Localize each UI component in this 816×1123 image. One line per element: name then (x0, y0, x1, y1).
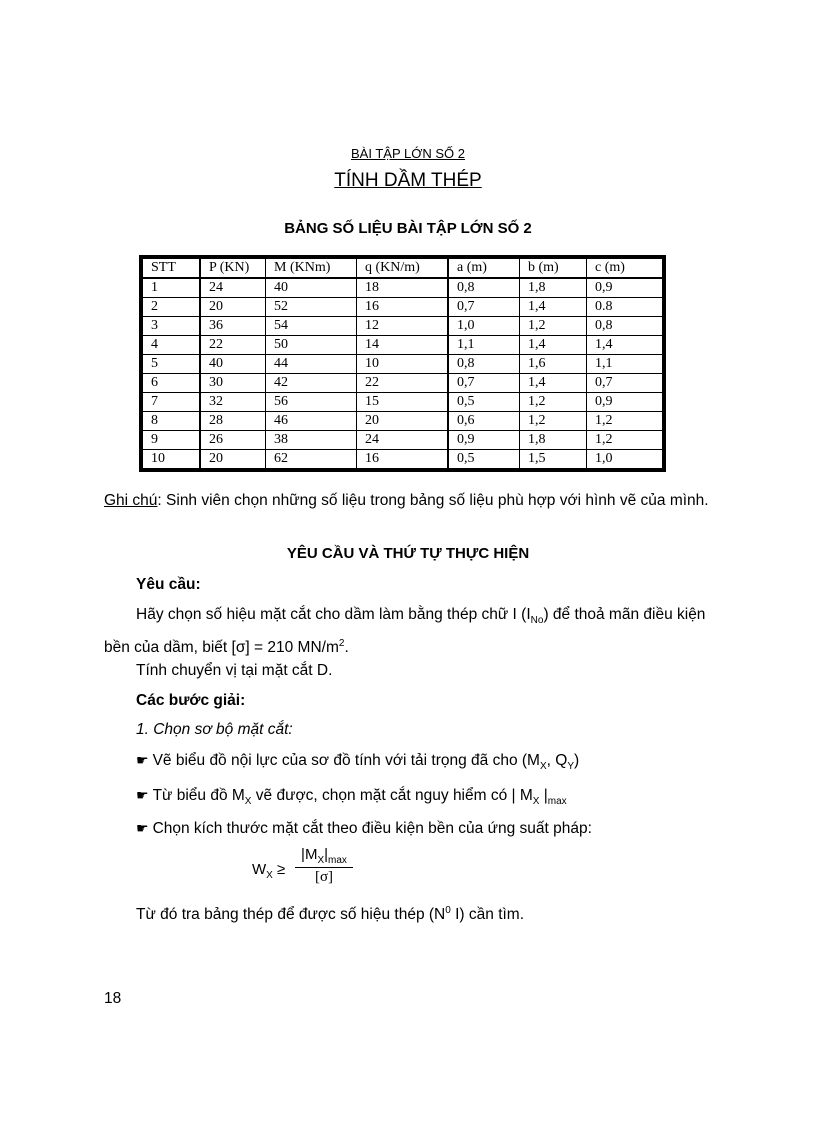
subscript: Y (567, 761, 574, 773)
table-cell: 2 (143, 298, 201, 317)
table-cell: 1,1 (448, 336, 520, 355)
requirements-heading: YÊU CẦU VÀ THỨ TỰ THỰC HIỆN (286, 545, 530, 562)
text-segment: | (539, 787, 548, 804)
table-row (143, 431, 663, 450)
table-row (143, 278, 663, 298)
table-header-row (143, 259, 663, 279)
text-segment: Hãy chọn số hiệu mặt cắt cho dầm làm bằng thép chữ I (I (136, 606, 531, 623)
table-cell: 26 (200, 431, 266, 450)
table-cell: 44 (266, 355, 357, 374)
pointing-hand-icon: ☛ (136, 787, 149, 803)
text-segment: ) để thoả mãn điều kiện bền của dầm, biết [σ] = 210 MN/m (104, 606, 706, 657)
table-cell: 1,2 (587, 431, 663, 450)
table-cell: 1,5 (520, 450, 587, 469)
text-segment: | (324, 846, 329, 863)
table-cell: 32 (200, 393, 266, 412)
table-cell: 1 (143, 278, 201, 298)
requirement-paragraph-1 (104, 603, 716, 659)
table-cell: 20 (200, 298, 266, 317)
table-cell: 1,6 (520, 355, 587, 374)
formula-denominator: [σ] (314, 869, 334, 885)
table-row (143, 393, 663, 412)
table-row (143, 450, 663, 469)
table-row (143, 412, 663, 431)
table-cell: 1,4 (587, 336, 663, 355)
subscript: No (530, 615, 544, 627)
table-cell: 7 (143, 393, 201, 412)
bullet-item-3 (136, 818, 592, 839)
table-cell: 0,8 (448, 278, 520, 298)
col-header: STT (143, 259, 201, 279)
subscript: X (532, 796, 540, 808)
col-header: q (KN/m) (357, 259, 449, 279)
bullet-item-1 (136, 750, 579, 777)
table-cell: 0,7 (448, 298, 520, 317)
table-cell: 1,8 (520, 431, 587, 450)
table-cell: 1,2 (520, 393, 587, 412)
table-cell: 14 (357, 336, 449, 355)
table-cell: 56 (266, 393, 357, 412)
steps-label: Các bước giải: (136, 692, 246, 709)
page-number: 18 (104, 990, 122, 1007)
table-cell: 1,2 (520, 412, 587, 431)
col-header: b (m) (520, 259, 587, 279)
table-cell: 0,5 (448, 450, 520, 469)
formula-fraction (295, 846, 353, 886)
table-row (143, 374, 663, 393)
table-cell: 62 (266, 450, 357, 469)
table-cell: 6 (143, 374, 201, 393)
table-title: BẢNG SỐ LIỆU BÀI TẬP LỚN SỐ 2 (284, 220, 532, 237)
data-table (139, 255, 666, 472)
table-cell: 9 (143, 431, 201, 450)
note-paragraph (104, 490, 716, 511)
table-cell: 1,4 (520, 374, 587, 393)
table-cell: 24 (200, 278, 266, 298)
table-cell: 22 (357, 374, 449, 393)
text-segment: ) (574, 752, 580, 769)
table-cell: 28 (200, 412, 266, 431)
subscript: X (317, 855, 325, 866)
table-cell: 0,9 (448, 431, 520, 450)
requirement-paragraph-2: Tính chuyển vị tại mặt cắt D. (136, 662, 333, 679)
text-segment: W (252, 861, 267, 878)
text-segment: , Q (546, 752, 568, 769)
table-cell: 15 (357, 393, 449, 412)
final-paragraph (136, 900, 524, 925)
table-cell: 5 (143, 355, 201, 374)
table-cell: 0,9 (587, 278, 663, 298)
table-cell: 30 (200, 374, 266, 393)
table-cell: 0,5 (448, 393, 520, 412)
table-cell: 0,8 (448, 355, 520, 374)
table-cell: 20 (357, 412, 449, 431)
table-cell: 24 (357, 431, 449, 450)
table-cell: 10 (357, 355, 449, 374)
table-cell: 40 (266, 278, 357, 298)
text-segment: Từ đó tra bảng thép để được số hiệu thép (N (136, 906, 446, 924)
table-cell: 12 (357, 317, 449, 336)
assignment-subtitle: BÀI TẬP LỚN SỐ 2 (351, 146, 465, 161)
note-label: Ghi chú (104, 492, 158, 509)
page-title: TÍNH DẦM THÉP (334, 170, 482, 191)
table-cell: 8 (143, 412, 201, 431)
table-cell: 38 (266, 431, 357, 450)
table-cell: 22 (200, 336, 266, 355)
table-cell: 0,7 (587, 374, 663, 393)
table-row (143, 317, 663, 336)
table-cell: 0,6 (448, 412, 520, 431)
table-cell: 0.8 (587, 298, 663, 317)
table-cell: 4 (143, 336, 201, 355)
subscript: X (266, 870, 273, 881)
pointing-hand-icon: ☛ (136, 820, 149, 836)
table-cell: 20 (200, 450, 266, 469)
col-header: c (m) (587, 259, 663, 279)
text-segment: Vẽ biểu đồ nội lực của sơ đồ tính với tải trọng đã cho (M (152, 752, 540, 769)
text-segment: |M (301, 846, 318, 863)
superscript: 0 (445, 905, 451, 916)
text-segment: Chọn kích thước mặt cắt theo điều kiện bền của ứng suất pháp: (152, 820, 592, 837)
text-segment: . (344, 639, 349, 657)
formula-lhs (252, 861, 285, 881)
subscript: X (539, 761, 547, 773)
table-cell: 1,8 (520, 278, 587, 298)
table-cell: 1,0 (448, 317, 520, 336)
table-cell: 3 (143, 317, 201, 336)
subscript: max (547, 796, 567, 808)
table-cell: 36 (200, 317, 266, 336)
text-segment: I) cần tìm. (450, 906, 525, 924)
table-cell: 16 (357, 298, 449, 317)
table-cell: 42 (266, 374, 357, 393)
table-cell: 0,9 (587, 393, 663, 412)
table-cell: 54 (266, 317, 357, 336)
col-header: P (KN) (200, 259, 266, 279)
table-cell: 0,7 (448, 374, 520, 393)
table-cell: 1,0 (587, 450, 663, 469)
table-cell: 1,1 (587, 355, 663, 374)
table-cell: 1,4 (520, 336, 587, 355)
table-cell: 1,2 (587, 412, 663, 431)
table-cell: 16 (357, 450, 449, 469)
bullet-item-2 (136, 785, 567, 812)
table-cell: 0,8 (587, 317, 663, 336)
text-segment: Từ biểu đồ M (152, 787, 245, 804)
subscript: max (328, 855, 347, 866)
table-cell: 52 (266, 298, 357, 317)
col-header: a (m) (448, 259, 520, 279)
table-cell: 46 (266, 412, 357, 431)
pointing-hand-icon: ☛ (136, 752, 149, 768)
requirements-label: Yêu cầu: (136, 576, 201, 593)
table-row (143, 355, 663, 374)
formula-numerator (295, 846, 353, 868)
text-segment: vẽ được, chọn mặt cắt nguy hiểm có | M (251, 787, 533, 804)
table-cell: 50 (266, 336, 357, 355)
table-cell: 1,4 (520, 298, 587, 317)
subscript: X (244, 796, 252, 808)
table-cell: 1,2 (520, 317, 587, 336)
superscript: 2 (338, 638, 345, 650)
note-text: : Sinh viên chọn những số liệu trong bảng số liệu phù hợp với hình vẽ của mình. (157, 492, 709, 509)
text-segment: ≥ (272, 861, 286, 878)
step-1-title: 1. Chọn sơ bộ mặt cắt: (136, 721, 293, 738)
table-cell: 10 (143, 450, 201, 469)
col-header: M (KNm) (266, 259, 357, 279)
table-cell: 40 (200, 355, 266, 374)
table-cell: 18 (357, 278, 449, 298)
table-row (143, 298, 663, 317)
table-row (143, 336, 663, 355)
